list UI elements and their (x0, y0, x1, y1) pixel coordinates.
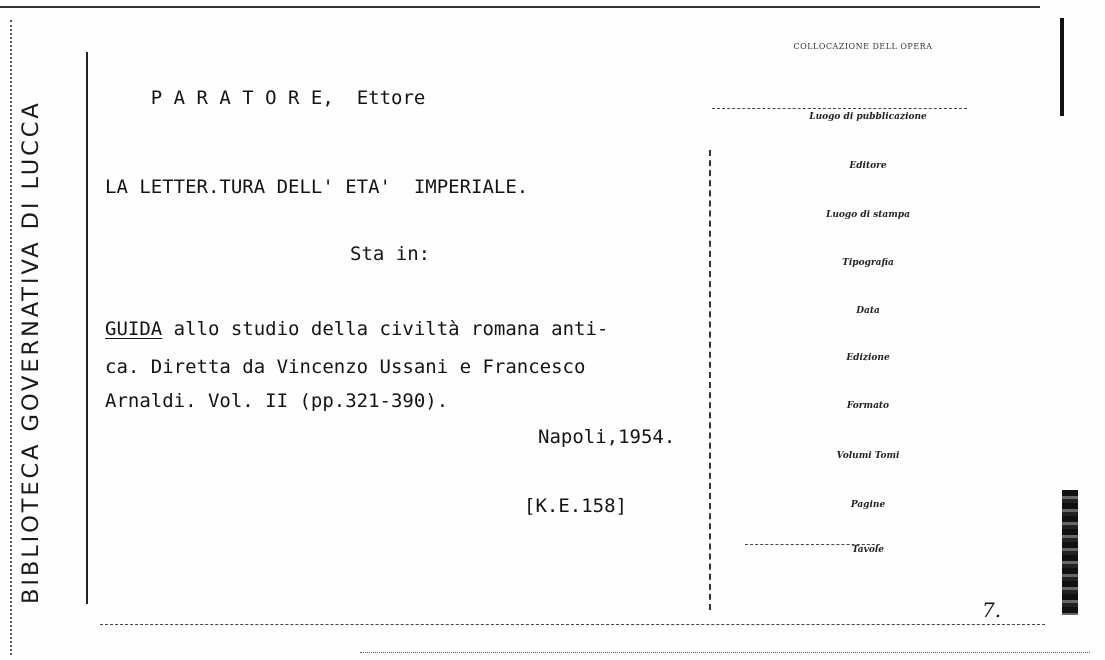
field-tipografia: Tipografia (842, 258, 894, 268)
field-editore: Editore (849, 161, 887, 171)
author-given-name: Ettore (356, 87, 426, 109)
side-panel-divider (709, 150, 711, 610)
host-line-1 (105, 320, 608, 339)
library-stamp: BIBLIOTECA GOVERNATIVA DI LUCCA (18, 100, 44, 604)
field-edizione: Edizione (846, 353, 890, 363)
sta-in-label: Sta in: (350, 243, 431, 265)
corner-mark: 7. (982, 598, 1002, 622)
shelfmark: [K.E.158] (524, 495, 627, 517)
host-keyword: GUIDA (105, 318, 163, 340)
host-line-2: ca. Diretta da Vincenzo Ussani e Francesco (105, 356, 586, 378)
field-data: Data (856, 306, 880, 316)
field-formato: Formato (846, 401, 890, 411)
author-surname: P A R A T O R E (150, 87, 323, 109)
field-luogo-di-stampa: Luogo di stampa (826, 210, 910, 220)
host-line-1-rest: allo studio della civiltà romana anti- (162, 318, 609, 340)
text-area-left-border (86, 52, 88, 604)
card-left-edge (10, 20, 12, 655)
host-line-3: Arnaldi. Vol. II (pp.321-390). (105, 390, 449, 412)
field-volumi-tomi: Volumi Tomi (836, 451, 900, 461)
field-luogo-di-pubblicazione: Luogo di pubblicazione (809, 112, 927, 122)
work-title: LA LETTER.TURA DELL' ETA' IMPERIALE. (105, 176, 529, 198)
card-bottom-rule-2 (360, 652, 1090, 653)
side-panel-header: COLLOCAZIONE DELL OPERA (793, 42, 933, 51)
right-edge-stamp-strip (1062, 490, 1078, 615)
card-top-rule (0, 6, 1040, 8)
field-tavole: Tavole (851, 545, 885, 555)
card-bottom-rule (100, 624, 1045, 625)
imprint: Napoli,1954. (538, 426, 676, 448)
side-panel-top-rule (712, 108, 967, 109)
author-heading (105, 70, 425, 127)
side-panel-mid-rule (745, 544, 880, 545)
field-pagine: Pagine (850, 500, 886, 510)
card-right-edge (1060, 18, 1064, 116)
author-separator: , (322, 87, 334, 109)
